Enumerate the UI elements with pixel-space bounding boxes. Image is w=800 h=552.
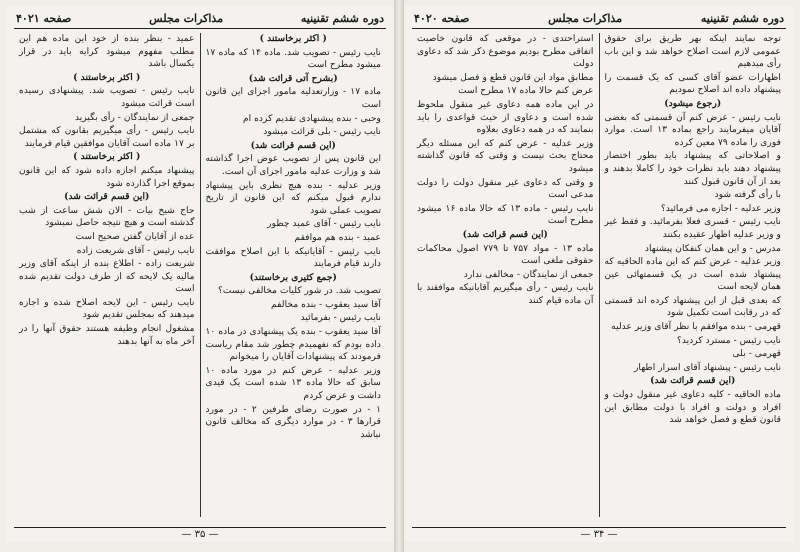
paragraph: قهرمی - بنده موافقم با نظر آقای وزیر عدلیه (611, 321, 781, 333)
paragraph: حاج شیخ بیات - الان شش ساعت از شب گذشته است و هیچ نتیجه حاصل نمیشود (19, 204, 195, 229)
paragraph: (این قسم قرائت شد) (650, 375, 736, 387)
right-page-left-column (412, 33, 599, 517)
paragraph: این قانون پس از تصویب عوض اجرا گذاشته شد و وزارت عدلیه مامور اجرای آن است. (205, 153, 381, 177)
paragraph: وحبی - بنده پیشنهادی تقدیم کرده ام (242, 112, 381, 124)
paragraph: اظهارات عضو آقای کسی که یک قسمت را پیشنهاد داده اند اصلاح نمودیم (604, 71, 781, 96)
left-page-right-column (201, 33, 387, 517)
left-journal-title: دوره ششم تقنینیه (300, 12, 384, 25)
paragraph: عمید - بنظر بنده از خود این ماده هم این مطلب مفهوم میشود کرایه باید در قرار یکسال باشد (19, 33, 195, 70)
paragraph: (جمع کثیری برخاستند) (249, 271, 337, 283)
paragraph: وزیر عدلیه - عرض کنم در مورد ماده ۱۰ سابق که حالا ماده ۱۳ شده است یک قیدی داشت و عرض کردم (205, 364, 382, 402)
paragraph: عمید - بنده هم موافقم (294, 231, 381, 243)
book-gutter (394, 0, 404, 552)
paragraph: نایب رئیس - آقای شریعت زاده (76, 244, 195, 256)
paragraph: نایب رئیس - این لایحه اصلاح شده و اجازه میدهند که بمجلس تقدیم شود (19, 296, 195, 321)
paragraph: در این ماده همه دعاوی غیر منقول ملحوظ شده است و دعاوی از حيث قواعدی را باید بنمایند که در همه دعاوی بعلاوه (417, 98, 594, 136)
right-page-number: صفحه ۴۰۲۰ (414, 12, 470, 25)
right-page (404, 6, 794, 542)
paragraph: شریعت زاده - اطلاع بنده از اینکه آقای وزیر مالیه یک لایحه که از طرف دولت تقدیم شده است (19, 258, 195, 295)
paragraph: عده از آقایان گفتن صحیح است (75, 230, 195, 242)
left-page-number: صفحه ۴۰۲۱ (16, 12, 72, 25)
paragraph: عرض کنم حالا ماده ۱۷ مطرح است (458, 85, 594, 97)
paragraph: نایب رئیس - پیشنهاد آقای اسرار اطهار (633, 361, 781, 373)
paragraph: (این قسم قرائت شد) (64, 191, 150, 203)
paragraph: ماده ۱۳ - مواد ۷۵۷ تا ۷۷۹ اصول محاکمات حقوقی ملغی است (417, 242, 594, 267)
paragraph: نایب رئیس - رأی میگیریم آقایانیکه موافقند با آن ماده قیام کنند (417, 282, 594, 306)
paragraph: نایب رئیس - مسترد کردید؟ (676, 334, 781, 346)
paragraph: نایب رئیس - آقای عمید چطور (267, 218, 381, 230)
paragraph: ۱ - در صورت رضای طرفین ۲ - در مورد قرارها ۳ - در موارد دیگری که مخالف قانون نباشد (205, 403, 381, 440)
left-section-title: مذاکرات مجلس (149, 12, 224, 25)
paragraph: توجه نمایند اینکه بهر طریق برای حقوق عمومی لازم است اصلاح خواهد شد و این باب رأی میدهیم (604, 33, 781, 70)
left-page-header (14, 10, 386, 29)
paragraph: که بعدی قبل از این پیشنهاد کرده اند قسمتی که در رقابت است تکمیل شود (604, 294, 781, 319)
left-page-columns (14, 33, 386, 517)
right-journal-title: دوره ششم تقنینیه (700, 12, 784, 25)
paragraph: وزیر عدلیه - بنده هیچ نظری باین پیشنهاد ندارم قبول میکنم که این قانون از تاریخ تصویب عملی شود (205, 179, 381, 216)
paragraph: نایب رئیس - تصویب شد. ماده ۱۴ که ماده ۱۷ میشود مطرح است (205, 46, 381, 71)
right-page-columns (412, 33, 786, 517)
paragraph: (این قسم قرائت شد) (462, 228, 548, 240)
paragraph: جمعی از نمایندگان - مخالفی ندارد (463, 268, 594, 280)
paragraph: و وقتی که دعاوی غیر منقول دولت را دولت مدعی است (417, 176, 594, 201)
paragraph: وزیر عدلیه - عرض کنم که این مسئله دیگر محتاج بحث نیست و وقتی که قانون گذاشته میشود (417, 137, 594, 174)
paragraph: جمعی از نمایندگان - رأی بگیرید (74, 111, 195, 123)
paragraph: آقا سید یعقوب - بنده یک پیشنهادی در ماده ۱۰ داده بودم که نفهمیدم چطور شد مقام ریاست فرمودند که پیشنهادات آقایان را میخوانم (205, 326, 381, 363)
paragraph: آقا سید یعقوب - بنده مخالفم (271, 298, 381, 310)
paragraph: (این قسم قرائت شد) (250, 139, 336, 151)
paragraph: نایب رئیس - عرض کنم آن قسمتی که بعضی آقایان میفرمایند راجع بماده ۱۳ است. موارد فوری را ماده ۷۹ معین کرده (604, 111, 781, 148)
paragraph: ( اکثر برخاستند ) (73, 151, 141, 163)
paragraph: تصویب شد. در شور کلیات مخالفی نیست؟ (217, 285, 381, 297)
paragraph: نایب رئیس - ماده ۱۳ که حالا ماده ۱۶ میشود مطرح است (417, 202, 594, 227)
paragraph: مطابق مواد این قانون قطع و فصل میشود (432, 71, 594, 83)
paragraph: و اصلاحاتی که پیشنهاد باید بطور اختصار پیشنهاد دهند باید نظرات خود را کاملا بدهند و بعد از آن قانون قبول کنند (604, 150, 781, 187)
right-page-right-column (600, 33, 787, 517)
paragraph: نایب رئیس - آقایانیکه با این اصلاح موافقت دارند قیام فرمایند (205, 245, 381, 270)
left-page-footer: — ۳۵ — (14, 527, 386, 540)
paragraph: نایب رئیس - رأی میگیریم بقانون که مشتمل بر ۱۷ ماده است آقایان موافقین قیام فرمایند (19, 125, 195, 149)
right-page-header (412, 10, 786, 29)
paragraph: (رجوع میشود) (664, 97, 722, 109)
paragraph: ماده الحاقیه - کلیه دعاوی غیر منقول دولت و افراد و دولت و افراد با دولت مطابق این قانون قطع و فصل خواهد شد (604, 389, 781, 426)
paragraph: ماده ۱۷ - وزارتعدلیه مامور اجرای این قانون است (205, 86, 382, 110)
paragraph: قهرمی - بلی (732, 348, 781, 360)
paragraph: مشغول انجام وظیفه هستند حقوق آنها را در آخر ماه به آنها بدهند (19, 323, 195, 347)
right-section-title: مذاکرات مجلس (548, 12, 623, 25)
paragraph: مدرس - و این همان کنفکان پیشنهاد (644, 242, 781, 254)
paragraph: وزیر عدلیه - عرض کنم که این ماده الحاقیه که پیشنهاد شده است در یک قسمتهائی عین همان لایحه است (604, 256, 781, 293)
paragraph: پیشنهاد میکنم اجازه داده شود که این قانون بموقع اجرا گذارده شود (19, 164, 195, 189)
paragraph: استراحتدی - در موقعی که قانون خاصیت اتفاقی مطرح بودیم موضوع ذکر شد که دعاوی دولت (417, 33, 594, 70)
paragraph: نایب رئیس - تصویب شد. پیشنهادی رسیده است قرائت میشود (19, 85, 195, 109)
paragraph: ( اکثر برخاستند ) (259, 33, 327, 44)
paragraph: نایب رئیس - قسری فعلا بفرمائید. و فقط غیر و وزیر عدلیه اظهار عقیده بکنند (604, 216, 781, 240)
paragraph: نایب رئیس - بلی قرائت میشود (263, 126, 381, 138)
paragraph: ( اکثر برخاستند ) (73, 71, 141, 83)
paragraph: با رأی گرفته شود (714, 189, 781, 201)
paragraph: (بشرح آتی قرائت شد) (248, 72, 338, 84)
paragraph: وزیر عدلیه - اجازه می فرمائید؟ (660, 202, 781, 214)
paragraph: نایب رئیس - بفرمائید (300, 312, 381, 324)
right-page-footer: — ۳۴ — (412, 527, 786, 540)
left-page (6, 6, 394, 542)
left-page-left-column (14, 33, 200, 517)
